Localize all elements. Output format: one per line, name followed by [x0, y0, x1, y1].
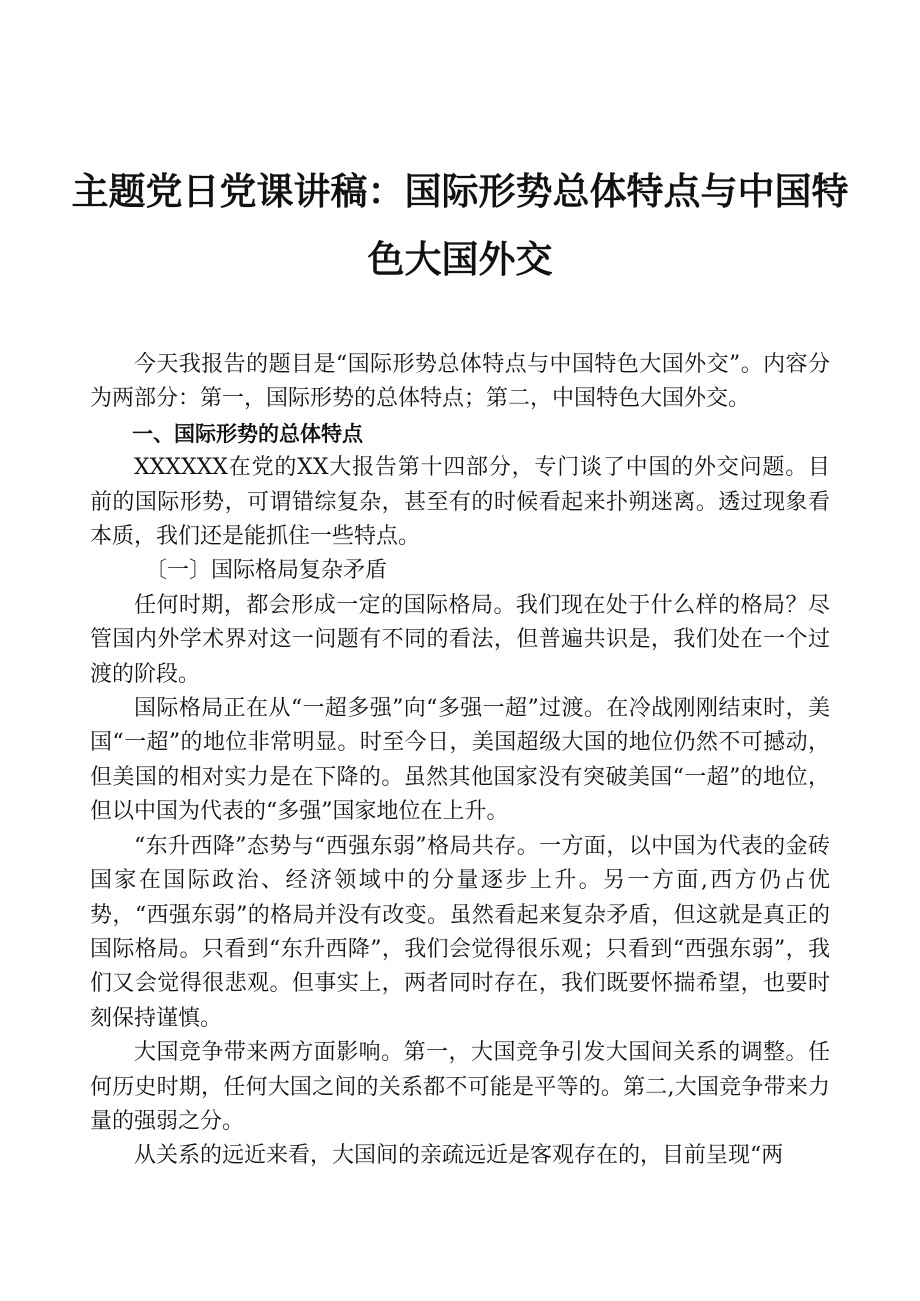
paragraph: 今天我报告的题目是“国际形势总体特点与中国特色大国外交”。内容分为两部分：第一，国际形势的总体特点；第二，中国特色大国外交。: [90, 352, 830, 412]
paragraph: “东升西降”态势与“西强东弱”格局共存。一方面，以中国为代表的金砖国家在国际政治、经济领域中的分量逐步上升。另一方面,西方仍占优势，“西强东弱”的格局并没有改变。虽然看起来复杂矛盾，但这就是真正的国际格局。只看到“东升西降”，我们会觉得很乐观；只看到“西强东弱”，我们又会觉得很悲观。但事实上，两者同时存在，我们既要怀揣希望，也要时刻保持谨慎。: [90, 833, 830, 1031]
document-title: 主题党日党课讲稿：国际形势总体特点与中国特色大国外交: [71, 170, 849, 281]
subsection-heading: 〔一〕国际格局复杂矛盾: [145, 558, 388, 584]
paragraph: 从关系的远近来看，大国间的亲疏远近是客观存在的，目前呈现“两: [134, 1143, 784, 1169]
paragraph: 大国竞争带来两方面影响。第一，大国竞争引发大国间关系的调整。任何历史时期，任何大国之间的关系都不可能是平等的。第二,大国竞争带来力量的强弱之分。: [90, 1040, 830, 1134]
section-heading: 一、国际形势的总体特点: [132, 421, 363, 446]
document-body: [90, 348, 830, 1174]
paragraph: 任何时期，都会形成一定的国际格局。我们现在处于什么样的格局？尽管国内外学术界对这一问题有不同的看法，但普遍共识是，我们处在一个过渡的阶段。: [90, 592, 830, 687]
paragraph: 国际格局正在从“一超多强”向“多强一超”过渡。在冷战刚刚结束时，美国“一超”的地位非常明显。时至今日，美国超级大国的地位仍然不可撼动，但美国的相对实力是在下降的。虽然其他国家没有突破美国“一超”的地位，但以中国为代表的“多强”国家地位在上升。: [90, 696, 830, 825]
paragraph: XXXXXX在党的XX大报告第十四部分，专门谈了中国的外交问题。目前的国际形势，可谓错综复杂，甚至有的时候看起来扑朔迷离。透过现象看本质，我们还是能抓住一些特点。: [90, 455, 830, 550]
